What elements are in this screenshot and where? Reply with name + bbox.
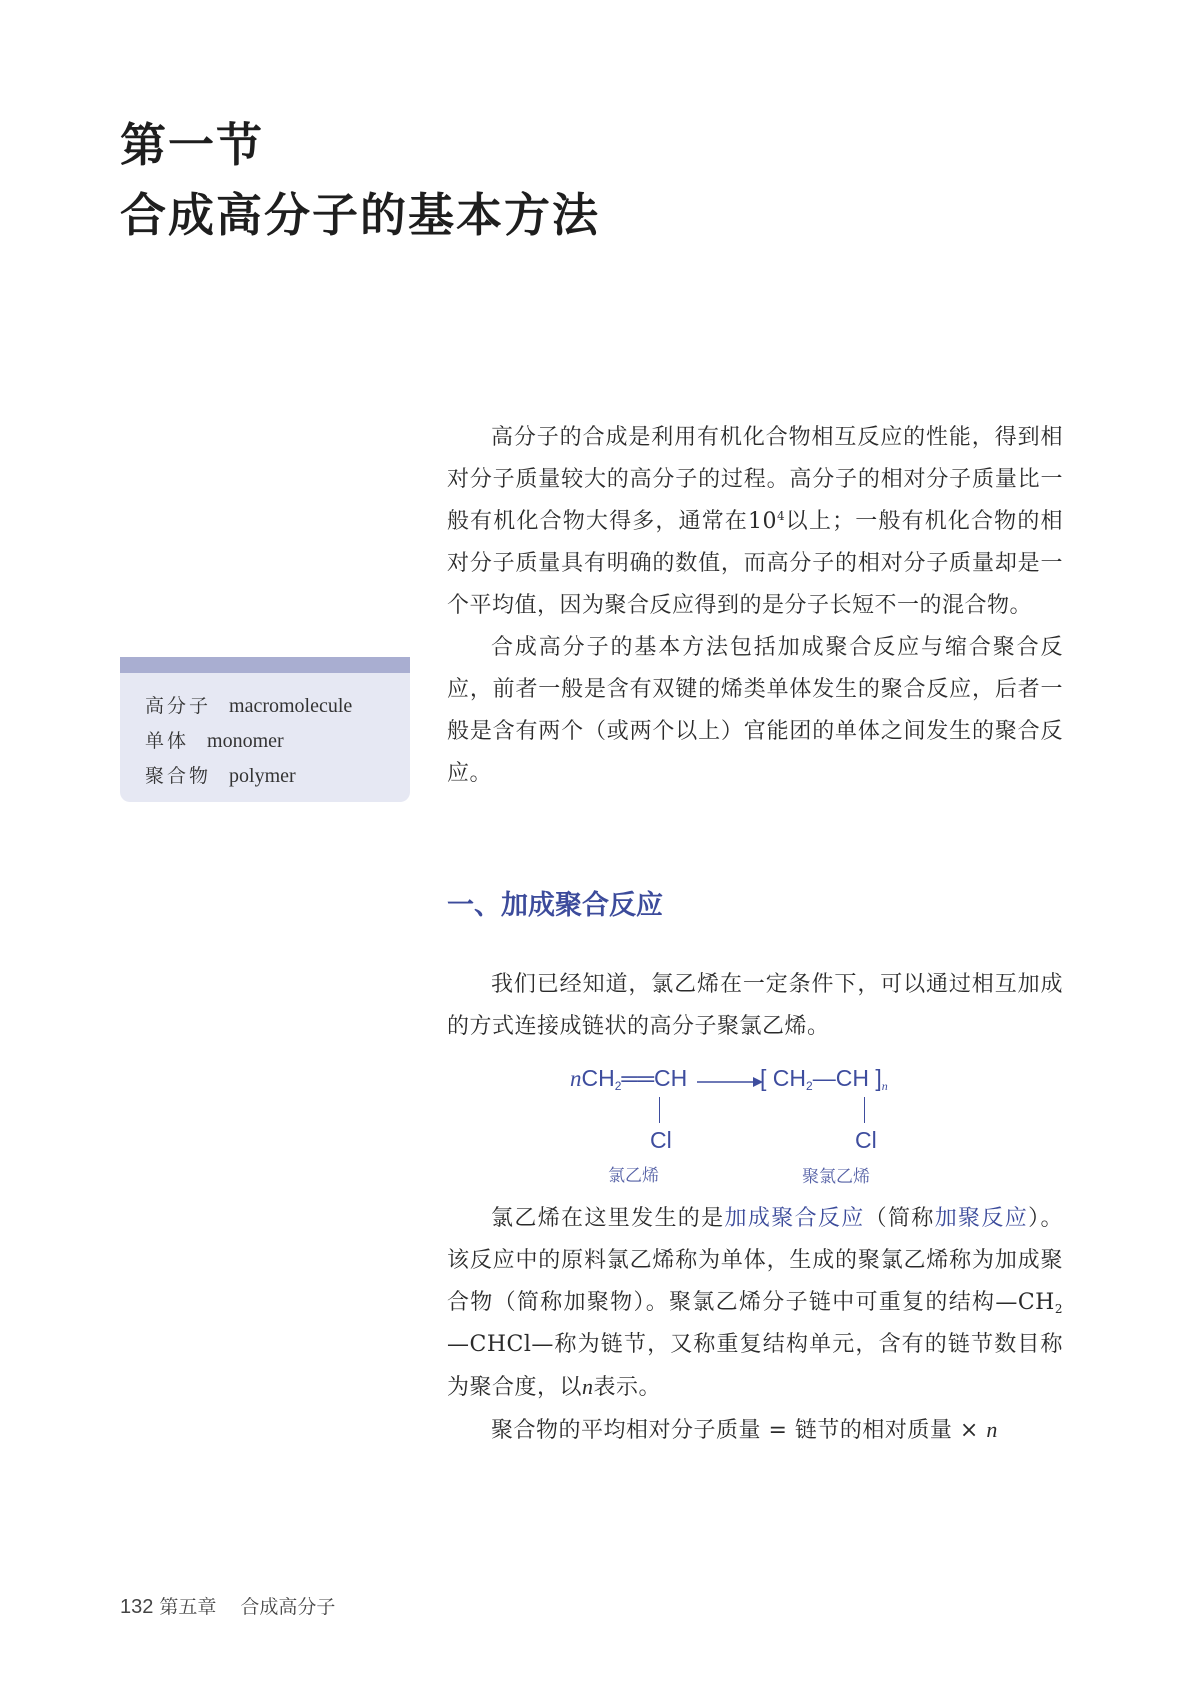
glossary-sidebar-bar — [120, 657, 410, 673]
intro-text — [447, 417, 1063, 795]
glossary-term-en: macromolecule — [229, 695, 353, 717]
keyword-addition-polymerization: 加成聚合反应 — [724, 1206, 865, 1231]
page-footer — [120, 1592, 335, 1619]
product-formula: [ $CH_2—CH$ ]$_n$ — [760, 1065, 888, 1093]
glossary-term-en: monomer — [207, 730, 284, 752]
reactant-label: 氯乙烯 — [608, 1166, 659, 1186]
glossary-term-zh: 高分子 — [145, 695, 212, 717]
section-title-line1: 第一节 — [120, 118, 264, 172]
glossary-term-en: polymer — [229, 765, 296, 787]
product-bond — [864, 1097, 865, 1123]
glossary-term-zh: 聚合物 — [145, 765, 212, 787]
section-paragraph-1: 我们已经知道，氯乙烯在一定条件下，可以通过相互加成的方式连接成链状的高分子聚氯乙烯。 — [447, 972, 1063, 1039]
section-paragraph-2: 氯乙烯在这里发生的是加成聚合反应（简称加聚反应）。该反应中的原料氯乙烯称为单体，生成的聚氯乙烯称为加成聚合物（简称加聚物）。聚氯乙烯分子链中可重复的结构$—CH_2—CHCl—$称为链节，又称重复结构单元，含有的链节数目称为聚合度，以n表示。 — [447, 1206, 1063, 1400]
glossary-term-zh: 单体 — [145, 730, 190, 752]
section-text-2 — [447, 1198, 1063, 1452]
keyword-addition-reaction: 加聚反应 — [934, 1206, 1029, 1231]
intro-paragraph-1: 高分子的合成是利用有机化合物相互反应的性能，得到相对分子质量较大的高分子的过程。高分子的相对分子质量比一般有机化合物大得多，通常在$10^4$以上；一般有机化合物的相对分子质量具有明确的数值，而高分子的相对分子质量却是一个平均值，因为聚合反应得到的是分子长短不一的混合物。 — [447, 425, 1063, 618]
chapter-title: 合成高分子 — [240, 1596, 336, 1618]
formula-paragraph: 聚合物的平均相对分子质量 = 链节的相对质量 × n — [491, 1417, 998, 1443]
reaction-arrow — [695, 1075, 765, 1089]
product-cl: Cl — [855, 1127, 877, 1153]
glossary-item — [145, 691, 352, 718]
glossary-item — [145, 761, 296, 788]
page-number: 132 — [120, 1596, 154, 1618]
glossary-item — [145, 726, 284, 753]
chapter-label: 第五章 — [159, 1596, 217, 1618]
product-label: 聚氯乙烯 — [802, 1167, 870, 1187]
reactant-bond — [659, 1097, 660, 1123]
section-text-1 — [447, 964, 1063, 1048]
reactant-cl: Cl — [650, 1127, 672, 1153]
intro-paragraph-2: 合成高分子的基本方法包括加成聚合反应与缩合聚合反应，前者一般是含有双键的烯类单体发生的聚合反应，后者一般是含有两个（或两个以上）官能团的单体之间发生的聚合反应。 — [447, 635, 1063, 786]
glossary-sidebar — [120, 657, 410, 802]
section-heading: 一、加成聚合反应 — [447, 890, 663, 921]
section-title-line2: 合成高分子的基本方法 — [120, 188, 600, 242]
polymerization-equation — [570, 1065, 950, 1195]
reactant-formula: nCH$_2$══CH — [570, 1065, 688, 1093]
